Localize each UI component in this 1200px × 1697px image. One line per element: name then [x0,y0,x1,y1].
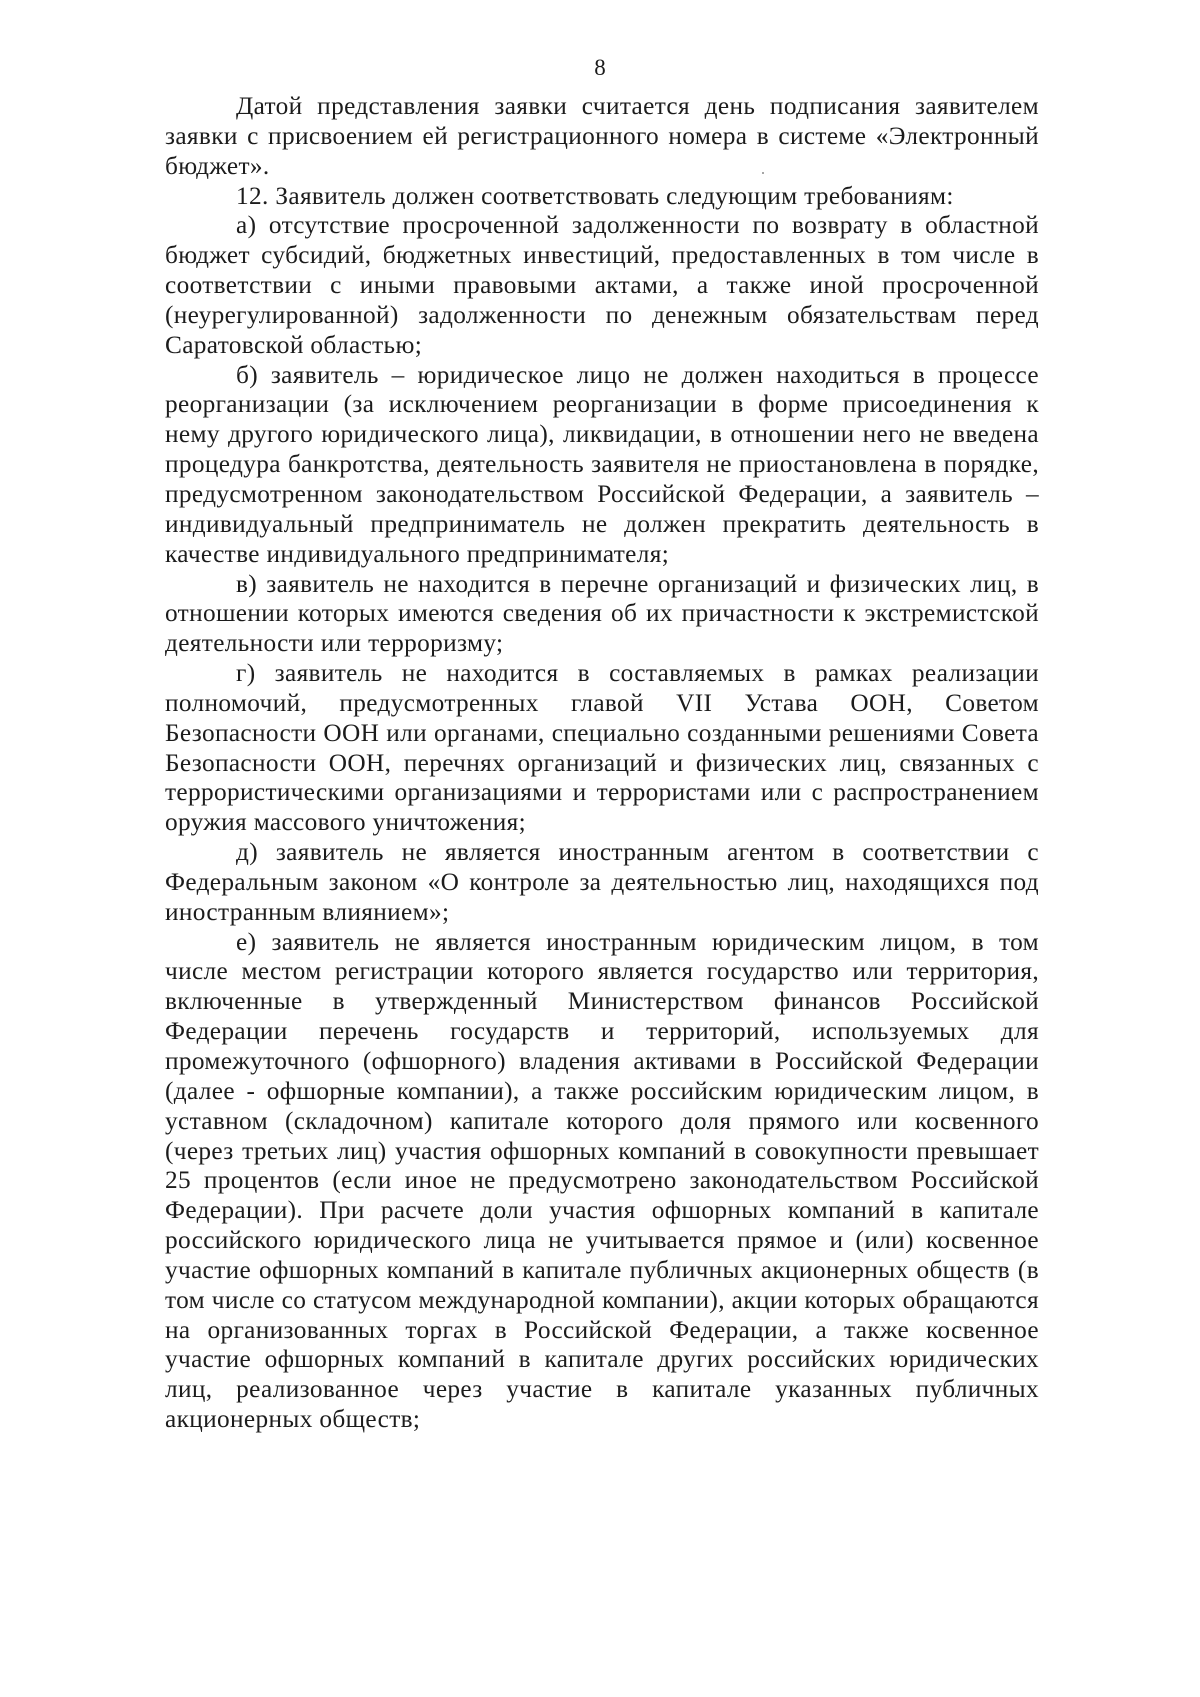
paragraph-item-b: б) заявитель – юридическое лицо не должен находиться в процессе реорганизации (за исключением реорганизации в форме присоединения к нему другого юридического лица), ликвидации, в отношении него не введена процедура банкротства, деятельность заявителя не приостановлена в порядке, предусмотренном законодательством Российской Федерации, а заявитель – индивидуальный предприниматель не должен прекратить деятельность в качестве индивидуального предпринимателя; [165,360,1039,568]
paragraph-submission-date: Датой представления заявки считается день подписания заявителем заявки с присвоением ей регистрационного номера в системе «Электронный бюджет». [165,92,1039,180]
paragraph-requirements-heading: 12. Заявитель должен соответствовать следующим требованиям: [236,181,954,210]
scan-speck [762,172,764,174]
paragraph-item-d: д) заявитель не является иностранным агентом в соответствии с Федеральным законом «О контроле за деятельностью лиц, находящихся под иностранным влиянием»; [165,838,1039,926]
page-number: 8 [594,55,606,80]
paragraph-item-e: е) заявитель не является иностранным юридическим лицом, в том числе местом регистрации которого является государство или территория, включенные в утвержденный Министерством финансов Российской Федерации перечень государств и территорий, используемых для промежуточного (офшорного) владения активами в Российской Федерации (далее - офшорные компании), а также российским юридическим лицом, в уставном (складочном) капитале которого доля прямого или косвенного (через третьих лиц) участия офшорных компаний в совокупности превышает 25 процентов (если иное не предусмотрено законодательством Российской Федерации). При расчете доли участия офшорных компаний в капитале российского юридического лица не учитывается прямое и (или) косвенное участие офшорных компаний в капитале публичных акционерных обществ (в том числе со статусом международной компании), акции которых обращаются на организованных торгах в Российской Федерации, а также косвенное участие офшорных компаний в капитале других российских юридических лиц, реализованное через участие в капитале указанных публичных акционерных обществ; [165,927,1039,1434]
paragraph-item-g: г) заявитель не находится в составляемых в рамках реализации полномочий, предусмотренных главой VII Устава ООН, Советом Безопасности ООН или органами, специально созданными решениями Совета Безопасности ООН, перечнях организаций и физических лиц, связанных с террористическими организациями и террористами или с распространением оружия массового уничтожения; [165,659,1039,837]
paragraph-item-v: в) заявитель не находится в перечне организаций и физических лиц, в отношении которых имеются сведения об их причастности к экстремистской деятельности или терроризму; [165,569,1039,658]
paragraph-item-a: а) отсутствие просроченной задолженности по возврату в областной бюджет субсидий, бюджетных инвестиций, предоставленных в том числе в соответствии с иными правовыми актами, а также иной просроченной (неурегулированной) задолженности по денежным обязательствам перед Саратовской областью; [165,211,1039,359]
document-body [165,92,1039,1435]
